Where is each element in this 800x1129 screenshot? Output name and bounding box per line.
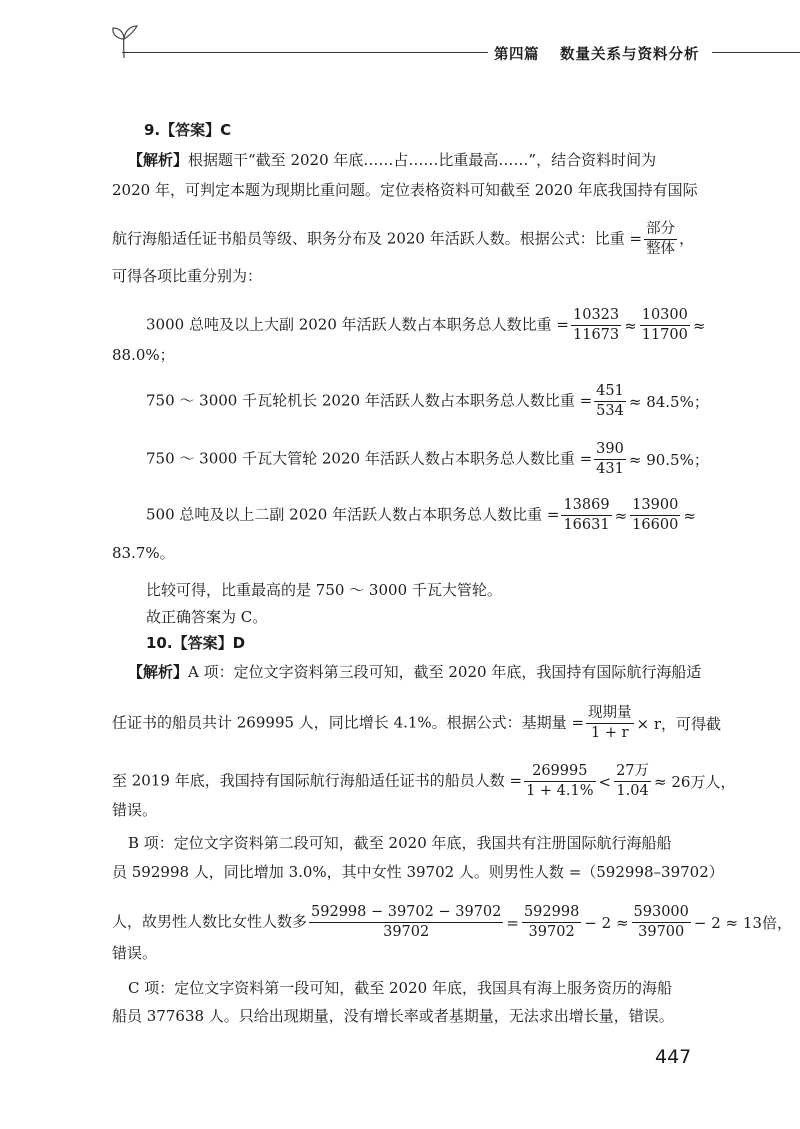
item4-tail: ≈: [683, 506, 696, 525]
a-op: <: [598, 772, 612, 791]
item4-den-2: 16600: [632, 517, 679, 533]
a-fraction-2: [614, 762, 651, 801]
formula-numerator: 部分: [644, 220, 677, 240]
item1-fraction-1: [571, 306, 621, 345]
item1-den-1: 11673: [573, 327, 620, 343]
item4-op: ≈: [614, 506, 628, 525]
q9-paragraph-line4: 可得各项比重分别为：: [112, 267, 263, 285]
q9-text-3: 航行海船适任证书船员等级、职务分布及 2020 年活跃人数。根据公式：比重 =: [112, 229, 643, 248]
q10-a-line1: [128, 662, 701, 682]
item2-num: 451: [594, 382, 626, 402]
q9-item3: [146, 440, 710, 479]
q10-answer: 10.【答案】D: [146, 634, 246, 652]
header-rule-left: [122, 52, 488, 53]
base-formula-tail: × r，可得截: [636, 714, 722, 733]
q9-compare: 比较可得，比重最高的是 750 ～ 3000 千瓦大管轮。: [146, 581, 502, 599]
q9-item4: [146, 496, 697, 535]
item2-den: 534: [596, 403, 624, 419]
q9-text-1: 根据题干“截至 2020 年底……占……比重最高……”，结合资料时间为: [188, 151, 657, 169]
item3-den: 431: [596, 461, 624, 477]
item2-fraction: [594, 382, 626, 421]
b-num-1: 592998 − 39702 − 39702: [309, 903, 503, 923]
q10-b-line1: B 项：定位文字资料第二段可知，截至 2020 年底，我国共有注册国际航行海船船: [128, 834, 672, 852]
base-formula: [586, 704, 634, 743]
q10-b-line4: 错误。: [112, 944, 158, 962]
base-formula-num: 现期量: [586, 704, 634, 724]
item1-num-1: 10323: [571, 306, 621, 326]
formula-tail: ，: [679, 229, 695, 248]
item4-text: 500 总吨及以上二副 2020 年活跃人数占本职务总人数比重 =: [146, 505, 560, 524]
item1-num-2: 10300: [640, 306, 690, 326]
item4-fraction-2: [630, 496, 680, 535]
item2-tail: ≈ 84.5%；: [628, 392, 709, 411]
q9-paragraph-line1: [128, 150, 656, 170]
q9-paragraph-line3: [112, 220, 694, 259]
item4-num-1: 13869: [561, 496, 611, 516]
b-fraction-1: [309, 903, 503, 942]
q9-item4-result: 83.7%。: [112, 544, 175, 562]
base-formula-den: 1 + r: [591, 725, 629, 741]
q10-a-line4: 错误。: [112, 801, 158, 819]
section-title: 数量关系与资料分析: [560, 47, 700, 63]
item1-text: 3000 总吨及以上大副 2020 年活跃人数占本职务总人数比重 =: [146, 315, 569, 334]
b-op-2: − 2 ≈: [584, 913, 629, 932]
q9-item1: [146, 306, 706, 345]
page-header: [0, 0, 800, 80]
a-tail: ≈ 26万人，: [654, 772, 736, 791]
page-number: 447: [655, 1046, 692, 1068]
item3-num: 390: [594, 440, 626, 460]
item4-num-2: 13900: [630, 496, 680, 516]
a-num-2: 27万: [614, 762, 651, 782]
q9-paragraph-line2: 2020 年，可判定本题为现期比重问题。定位表格资料可知截至 2020 年底我国持有国际: [112, 181, 698, 199]
q10-a-text-2: 任证书的船员共计 269995 人，同比增长 4.1%。根据公式：基期量 =: [112, 713, 585, 732]
b-fraction-2: [522, 903, 581, 942]
sprout-icon: [107, 20, 141, 60]
a-fraction-1: [524, 762, 595, 801]
a-num-1: 269995: [524, 762, 595, 782]
item3-tail: ≈ 90.5%；: [628, 450, 709, 469]
chapter-label: 第四篇: [494, 47, 539, 63]
a-den-2: 1.04: [616, 783, 649, 799]
q10-c-line1: C 项：定位文字资料第一段可知，截至 2020 年底，我国具有海上服务资历的海船: [128, 979, 672, 997]
item1-op: ≈: [624, 316, 637, 335]
item4-den-1: 16631: [563, 517, 610, 533]
formula-denominator: 整体: [646, 241, 676, 257]
q10-b-text-3: 人，故男性人数比女性人数多: [112, 912, 308, 931]
q10-a-text-3: 至 2019 年底，我国持有国际航行海船适任证书的船员人数 =: [112, 771, 523, 790]
q10-c-line2: 船员 377638 人。只给出现期量，没有增长率或者基期量，无法求出增长量，错误。: [112, 1007, 674, 1025]
q9-analysis-tag: 【解析】: [128, 151, 189, 169]
b-num-3: 593000: [632, 903, 691, 923]
q10-a-line3: [112, 762, 736, 801]
q10-b-line2: 员 592998 人，同比增加 3.0%，其中女性 39702 人。则男性人数 =（592998–39702）: [112, 863, 724, 881]
b-den-1: 39702: [383, 924, 430, 940]
q10-analysis-tag: 【解析】: [128, 663, 189, 681]
header-rule-right: [712, 52, 800, 53]
item2-text: 750 ～ 3000 千瓦轮机长 2020 年活跃人数占本职务总人数比重 =: [146, 391, 593, 410]
b-fraction-3: [632, 903, 691, 942]
b-op-1: =: [506, 913, 519, 932]
q9-conclusion: 故正确答案为 C。: [146, 608, 268, 626]
b-den-3: 39700: [638, 924, 685, 940]
q10-b-line3: [112, 903, 793, 942]
q9-answer: 9.【答案】C: [144, 121, 232, 139]
item1-den-2: 11700: [641, 327, 688, 343]
item3-fraction: [594, 440, 626, 479]
b-num-2: 592998: [522, 903, 581, 923]
q10-a-line2: [112, 704, 722, 743]
q10-a-text-1: A 项：定位文字资料第三段可知，截至 2020 年底，我国持有国际航行海船适: [188, 663, 702, 681]
ratio-formula: [644, 220, 677, 259]
item1-fraction-2: [640, 306, 690, 345]
item1-tail: ≈: [692, 316, 706, 335]
item3-text: 750 ～ 3000 千瓦大管轮 2020 年活跃人数占本职务总人数比重 =: [146, 449, 593, 468]
b-tail: − 2 ≈ 13倍，: [693, 913, 792, 932]
b-den-2: 39702: [528, 924, 575, 940]
a-den-1: 1 + 4.1%: [526, 783, 594, 799]
q9-item2: [146, 382, 710, 421]
q9-item1-result: 88.0%；: [112, 346, 175, 364]
item4-fraction-1: [561, 496, 611, 535]
